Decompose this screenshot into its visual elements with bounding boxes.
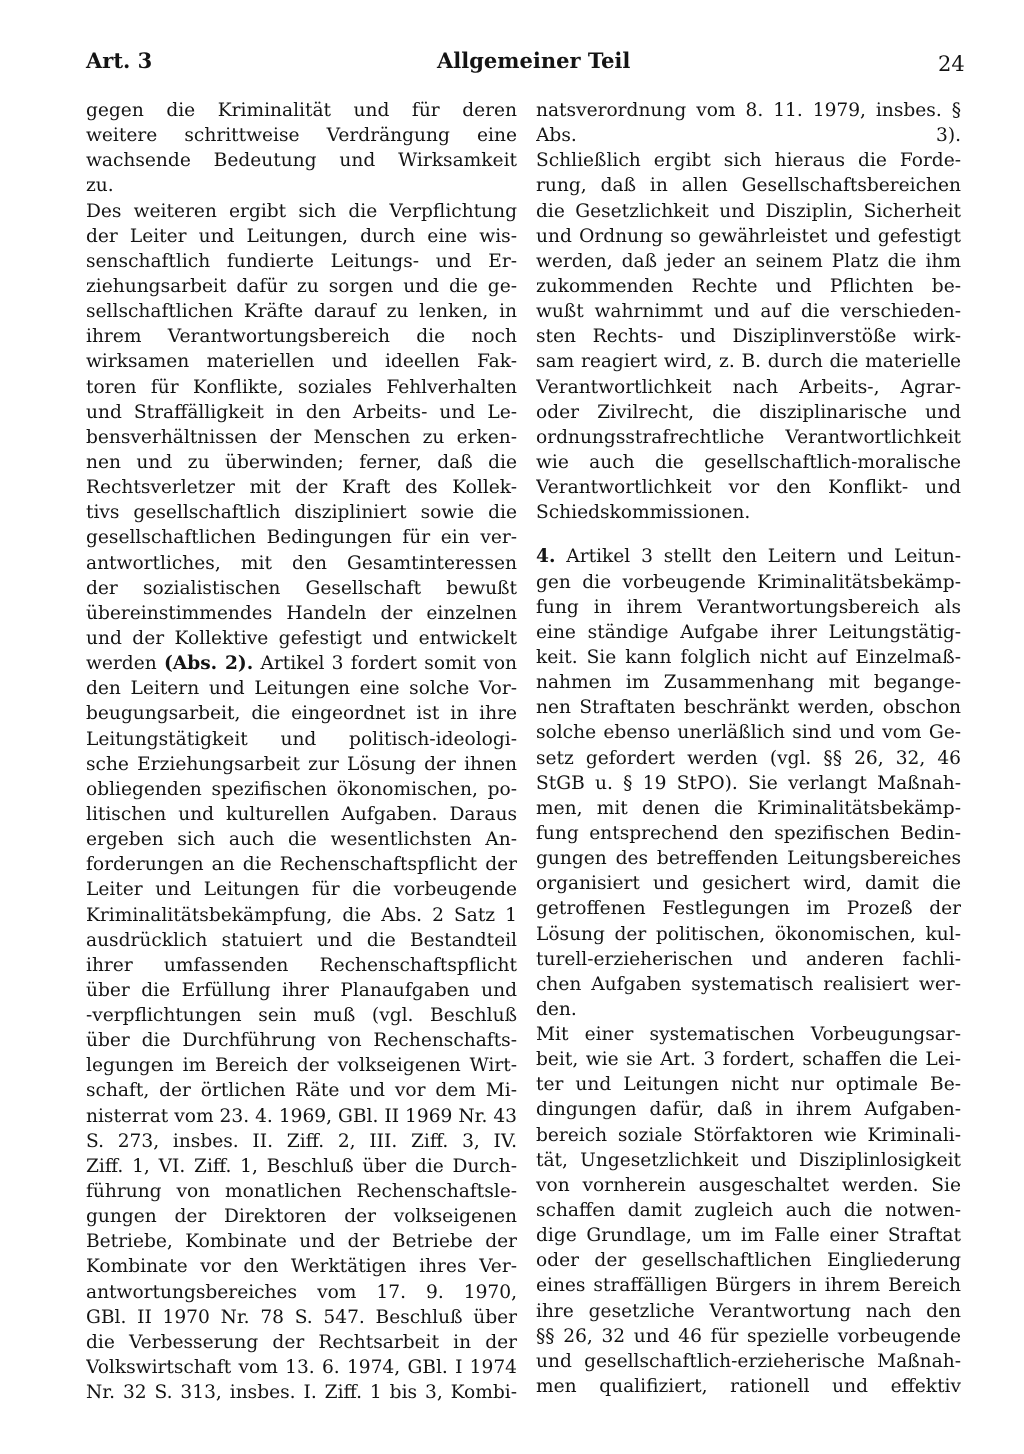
text-line: der Leiter und Leitungen, durch eine wis- [86,225,517,247]
text-line: Des weiteren ergibt sich die Verpflichtung [86,200,517,222]
text-line: Kriminalitätsbekämpfung, die Abs. 2 Satz 1 [86,904,517,926]
text-line: organisiert und gesichert wird, damit die [536,873,961,895]
text-line: obliegenden spezifischen ökonomischen, po- [86,778,517,800]
text-line: nen Straftaten beschränkt werden, obschon [536,697,961,719]
text-line: Schiedskommissionen. [536,502,751,524]
text-line: turell-erzieherischen und anderen fachli- [536,948,961,970]
text-line: StGB u. § 19 StPO). Sie verlangt Maßnah- [536,772,961,794]
text-line: solche ebenso unerläßlich sind und vom Ge- [536,722,961,744]
text-line: ihrem Verantwortungsbereich die noch [86,326,517,348]
text-line: Lösung der politischen, ökonomischen, kul- [536,923,961,945]
text-line: getroffenen Festlegungen im Prozeß der [536,898,961,920]
text-line: beugungsarbeit, die eingeordnet ist in ihre [86,703,517,725]
text-line: werden, daß jeder an seinem Platz die ihm [536,250,961,272]
text-line: Schließlich ergibt sich hieraus die Forde- [536,150,961,172]
text-line: chen Aufgaben systematisch realisiert wer- [536,973,961,995]
text-line: wußt wahrnimmt und auf die verschieden- [536,301,961,323]
text-line: setz gefordert werden (vgl. §§ 26, 32, 46 [536,747,961,769]
text-line: über die Erfüllung ihrer Planaufgaben und [86,979,517,1001]
text-line: werden (Abs. 2). Artikel 3 fordert somit von [86,653,517,675]
text-line: dingungen dafür, daß in ihrem Aufgaben- [536,1099,961,1121]
text-line: und Straffälligkeit in den Arbeits- und Le- [86,401,517,423]
text-line: 4. Artikel 3 stellt den Leitern und Leitun- [536,546,961,568]
text-line: den. [536,998,577,1020]
right-text-column [536,98,961,1399]
text-line: sten Rechts- und Disziplinverstöße wirk- [536,326,961,348]
text-line: übereinstimmendes Handeln der einzelnen [86,602,517,624]
text-line: eine ständige Aufgabe ihrer Leitungstätig- [536,621,961,643]
text-line: gesellschaftlichen Bedingungen für ein ver- [86,527,517,549]
text-line: men, mit denen die Kriminalitätsbekämp- [536,797,961,819]
text-line: schaft, der örtlichen Räte und vor dem Mi- [86,1080,517,1102]
text-line: Kombinate vor den Werktätigen ihres Ver- [86,1256,517,1278]
text-line: sche Erziehungsarbeit zur Lösung der ihnen [86,753,517,775]
text-line: Volkswirtschaft vom 13. 6. 1974, GBl. I 1974 [86,1357,517,1379]
text-line: toren für Konflikte, soziales Fehlverhalten [86,376,517,398]
text-line: natsverordnung vom 8. 11. 1979, insbes. § [536,100,961,121]
text-line: von vornherein ausgeschaltet werden. Sie [536,1174,961,1196]
text-line: gungen der Direktoren der volkseigenen [86,1206,517,1228]
text-line: zukommenden Rechte und Pflichten be- [536,275,961,297]
text-line: ergeben sich auch die wesentlichsten An- [86,829,517,851]
text-line: ihre gesetzliche Verantwortung nach den [536,1300,961,1322]
text-line: gungen des betreffenden Leitungsbereiches [536,848,961,870]
text-line: über die Durchführung von Rechenschafts- [86,1030,517,1052]
text-line: wirksamen materiellen und ideellen Fak- [86,351,517,373]
text-line: Mit einer systematischen Vorbeugungsar- [536,1024,961,1046]
text-line: weitere schrittweise Verdrängung eine [86,125,517,147]
text-line: dige Grundlage, um im Falle einer Straftat [536,1225,961,1247]
text-line: den Leitern und Leitungen eine solche Vor- [86,678,517,700]
text-line: sam reagiert wird, z. B. durch die materielle [536,351,961,373]
text-line: die Gesetzlichkeit und Disziplin, Sicherheit [536,200,961,222]
text-line: oder Zivilrecht, die disziplinarische und [536,401,961,423]
text-line: senschaftlich fundierte Leitungs- und Er- [86,250,517,272]
text-line: -verpflichtungen sein muß (vgl. Beschluß [86,1005,517,1027]
text-line: beit, wie sie Art. 3 fordert, schaffen die Lei- [536,1049,961,1071]
text-line: rung, daß in allen Gesellschaftsbereichen [536,175,961,197]
text-line: antwortliches, mit den Gesamtinteressen [86,552,517,574]
text-line: fung in ihrem Verantwortungsbereich als [536,596,961,618]
text-line: und Ordnung so gewährleistet und gefestigt [536,225,961,247]
section-title: Allgemeiner Teil [437,48,631,73]
text-line: keit. Sie kann folglich nicht auf Einzelmaß- [536,646,961,668]
text-line: forderungen an die Rechenschaftspflicht der [86,854,517,876]
text-line: wachsende Bedeutung und Wirksamkeit [86,150,517,172]
text-line: sellschaftlichen Kräfte darauf zu lenken, in [86,301,517,323]
text-line: legungen im Bereich der volkseigenen Wirt- [86,1055,517,1077]
text-line: tivs gesellschaftlich diszipliniert sowie die [86,502,517,524]
text-line: gegen die Kriminalität und für deren [86,100,517,121]
text-line: und der Kollektive gefestigt und entwickelt [86,627,517,649]
text-line: führung von monatlichen Rechenschaftsle- [86,1181,517,1203]
text-line: nen und zu überwinden; ferner, daß die [86,451,517,473]
text-line: ausdrücklich statuiert und die Bestandteil [86,929,517,951]
text-line: Verantwortlichkeit vor den Konflikt- und [536,477,961,499]
text-line: Rechtsverletzer mit der Kraft des Kollek- [86,477,517,499]
text-line: und gesellschaftlich-erzieherische Maßnah- [536,1350,961,1372]
page-number: 24 [938,52,965,76]
text-line: bensverhältnissen der Menschen zu erken- [86,426,517,448]
text-line: ordnungsstrafrechtliche Verantwortlichkeit [536,426,961,448]
text-line: ter und Leitungen nicht nur optimale Be- [536,1074,961,1096]
text-line: men qualifiziert, rationell und effektiv [536,1376,961,1398]
text-line: ihrer umfassenden Rechenschaftspflicht [86,954,517,976]
text-line: oder der gesellschaftlichen Eingliederung [536,1250,961,1272]
text-line: nisterrat vom 23. 4. 1969, GBl. II 1969 Nr. 43 [86,1105,517,1127]
text-line: tät, Ungesetzlichkeit und Disziplinlosigkeit [536,1149,961,1171]
text-line: schaffen damit zugleich auch die notwen- [536,1200,961,1222]
text-line: GBl. II 1970 Nr. 78 S. 547. Beschluß über [86,1306,517,1328]
text-line: litischen und kulturellen Aufgaben. Daraus [86,803,517,825]
text-line: Abs. 3). [536,125,961,147]
text-line: der sozialistischen Gesellschaft bewußt [86,577,517,599]
text-line: Ziff. 1, VI. Ziff. 1, Beschluß über die Durch- [86,1155,517,1177]
text-line: wie auch die gesellschaftlich-moralische [536,451,961,473]
text-line: ziehungsarbeit dafür zu sorgen und die ge- [86,275,517,297]
text-line: Leitungstätigkeit und politisch-ideologi- [86,728,517,750]
text-line: Verantwortlichkeit nach Arbeits-, Agrar- [536,376,961,398]
text-line: fung entsprechend den spezifischen Bedin- [536,822,961,844]
text-line: §§ 26, 32 und 46 für spezielle vorbeugende [536,1325,961,1347]
text-line: zu. [86,175,114,197]
text-line: die Verbesserung der Rechtsarbeit in der [86,1331,517,1353]
text-line: eines straffälligen Bürgers in ihrem Bereich [536,1275,961,1297]
text-line: bereich soziale Störfaktoren wie Kriminali- [536,1124,961,1146]
article-label: Art. 3 [86,48,153,73]
left-text-column [86,98,517,1405]
text-line: Betriebe, Kombinate und der Betriebe der [86,1231,517,1253]
text-line: antwortungsbereiches vom 17. 9. 1970, [86,1281,517,1303]
text-line: Nr. 32 S. 313, insbes. I. Ziff. 1 bis 3, Kombi- [86,1382,517,1404]
text-line: nahmen im Zusammenhang mit begange- [536,672,961,694]
text-line: gen die vorbeugende Kriminalitätsbekämp- [536,571,961,593]
text-line: S. 273, insbes. II. Ziff. 2, III. Ziff. 3, IV. [86,1130,517,1152]
paragraph-gap [536,525,961,544]
text-line: Leiter und Leitungen für die vorbeugende [86,879,517,901]
